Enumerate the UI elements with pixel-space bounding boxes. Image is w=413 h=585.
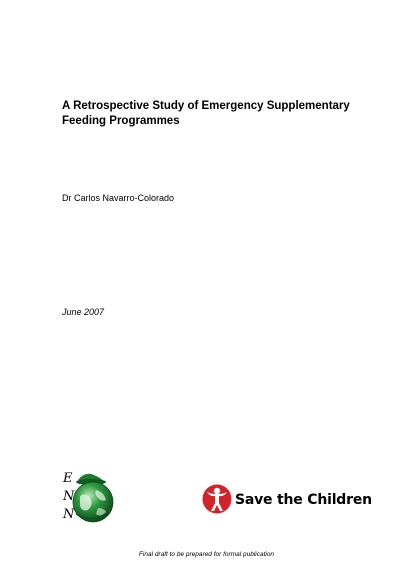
document-title — [62, 99, 382, 129]
stc-child-emblem-icon — [202, 482, 232, 516]
stc-name: Save the Children — [235, 492, 372, 508]
enn-letter-n2: N — [63, 507, 75, 522]
footer-note: Final draft to be prepared for formal publication — [138, 551, 275, 558]
globe-icon — [60, 466, 120, 526]
title-line-1: A Retrospective Study of Emergency Supplementary — [62, 100, 350, 112]
enn-letter-n1: N — [63, 489, 75, 504]
enn-letter-e: E — [63, 471, 73, 486]
enn-logo — [60, 466, 120, 526]
publication-date: June 2007 — [62, 307, 105, 317]
author-name: Dr Carlos Navarro-Colorado — [62, 193, 175, 203]
title-line-2: Feeding Programmes — [62, 115, 180, 127]
save-the-children-logo — [202, 482, 372, 518]
